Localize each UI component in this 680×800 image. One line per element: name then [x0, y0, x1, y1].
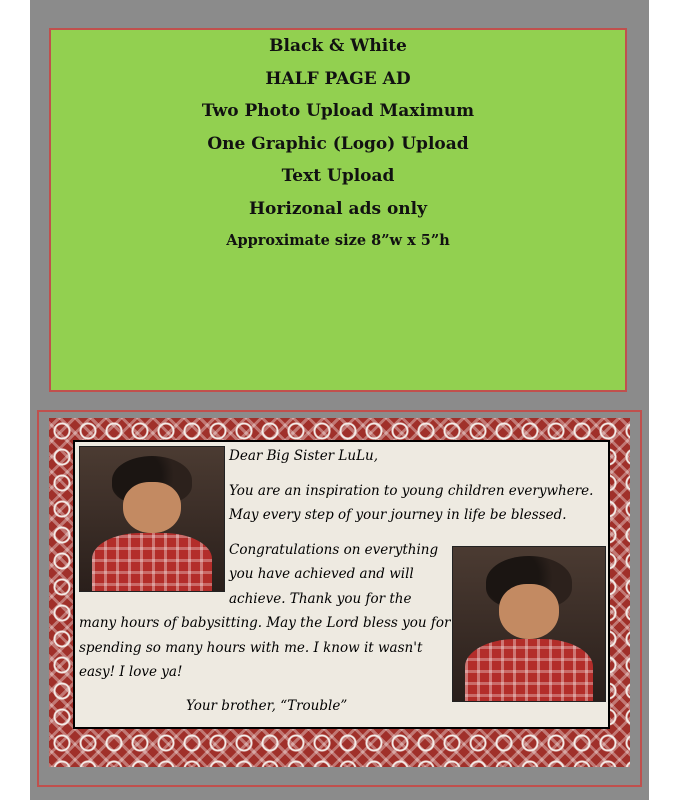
letter-line: you have achieved and will	[229, 566, 414, 582]
spec-line-orientation: Horizonal ads only	[249, 198, 427, 219]
letter-line: achieve. Thank you for the	[229, 591, 412, 607]
spec-line-dimensions: Approximate size 8”w x 5”h	[226, 232, 450, 249]
child-photo-left	[79, 446, 225, 592]
spec-line-photos: Two Photo Upload Maximum	[201, 101, 475, 121]
spec-line-text: Text Upload	[281, 166, 395, 186]
letter-line: spending so many hours with me. I know it wasn't	[79, 640, 423, 656]
child-photo-right	[452, 546, 606, 702]
spec-line-color: Black & White	[269, 36, 407, 56]
letter-line: many hours of babysitting. May the Lord bless you for	[79, 615, 451, 631]
letter-signature: Your brother, “Trouble”	[186, 698, 348, 714]
letter-line: Congratulations on everything	[229, 542, 439, 558]
letter-line: You are an inspiration to young children everywhere.	[229, 483, 594, 499]
letter-line: easy! I love ya!	[79, 664, 183, 680]
letter-line: May every step of your journey in life be blessed.	[229, 507, 567, 523]
letter-greeting: Dear Big Sister LuLu,	[229, 448, 379, 464]
spec-line-logo: One Graphic (Logo) Upload	[207, 133, 469, 154]
ad-spec-box	[49, 28, 627, 392]
spec-line-size: HALF PAGE AD	[265, 68, 411, 89]
